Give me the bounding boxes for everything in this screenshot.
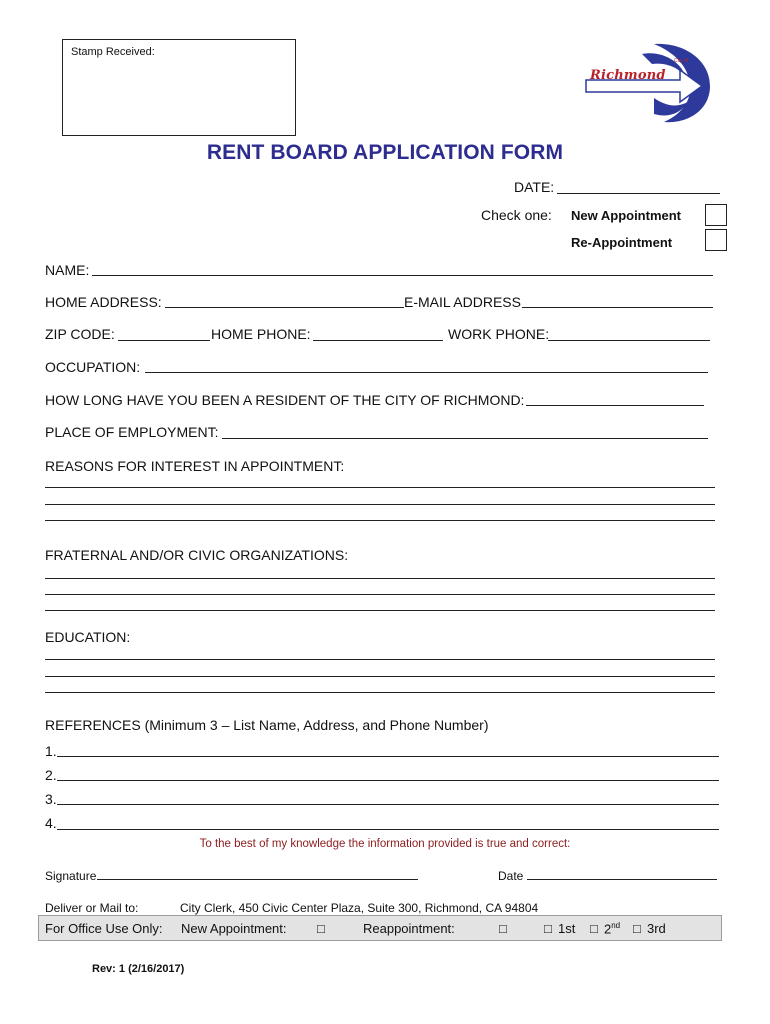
occupation-field[interactable] [145, 372, 708, 373]
employment-label: PLACE OF EMPLOYMENT: [45, 424, 219, 440]
office-use-label: For Office Use Only: [45, 921, 163, 936]
logo-small-text: City of [674, 58, 689, 64]
home-address-field[interactable] [165, 307, 404, 308]
organizations-line[interactable] [45, 610, 715, 611]
office-third-label: 3rd [647, 921, 666, 936]
office-reappointment-checkbox[interactable]: □ [499, 921, 507, 936]
check-one-label: Check one: [481, 207, 552, 223]
reasons-line[interactable] [45, 504, 715, 505]
office-new-appointment-checkbox[interactable]: □ [317, 921, 325, 936]
zip-code-field[interactable] [118, 340, 210, 341]
education-heading: EDUCATION: [45, 629, 131, 645]
stamp-received-box [62, 39, 296, 136]
reference-number: 4. [45, 815, 57, 831]
home-address-label: HOME ADDRESS: [45, 294, 162, 310]
new-appointment-checkbox[interactable] [705, 204, 727, 226]
office-third-checkbox[interactable]: □ [633, 921, 641, 936]
logo-text: Richmond [590, 68, 666, 83]
reference-line-3[interactable] [57, 804, 719, 805]
work-phone-label: WORK PHONE: [448, 326, 550, 342]
references-heading: REFERENCES (Minimum 3 – List Name, Address, and Phone Number) [45, 717, 489, 733]
reasons-line[interactable] [45, 520, 715, 521]
signature-date-field[interactable] [527, 879, 717, 880]
reference-line-2[interactable] [57, 780, 719, 781]
form-title: RENT BOARD APPLICATION FORM [206, 141, 564, 164]
reference-line-1[interactable] [57, 756, 719, 757]
organizations-heading: FRATERNAL AND/OR CIVIC ORGANIZATIONS: [45, 547, 349, 563]
home-phone-label: HOME PHONE: [211, 326, 311, 342]
residency-field[interactable] [526, 405, 704, 406]
signature-label: Signature [45, 869, 97, 883]
education-line[interactable] [45, 692, 715, 693]
education-line[interactable] [45, 659, 715, 660]
signature-date-label: Date [498, 869, 524, 883]
reasons-heading: REASONS FOR INTEREST IN APPOINTMENT: [45, 458, 345, 474]
re-appointment-label: Re-Appointment [571, 235, 673, 250]
office-second-number: 2 [604, 921, 612, 937]
office-second-label [604, 921, 620, 936]
reference-number: 1. [45, 743, 57, 759]
office-reappointment-label: Reappointment: [363, 921, 455, 936]
reference-number: 3. [45, 791, 57, 807]
date-label: DATE: [514, 179, 555, 195]
new-appointment-label: New Appointment [571, 208, 682, 223]
employment-field[interactable] [222, 438, 708, 439]
deliver-address: City Clerk, 450 Civic Center Plaza, Suite 300, Richmond, CA 94804 [180, 901, 539, 915]
residency-label: HOW LONG HAVE YOU BEEN A RESIDENT OF THE CITY OF RICHMOND: [45, 392, 525, 408]
office-second-suffix: nd [611, 921, 621, 930]
zip-code-label: ZIP CODE: [45, 326, 115, 342]
email-field[interactable] [522, 307, 713, 308]
occupation-label: OCCUPATION: [45, 359, 141, 375]
re-appointment-checkbox[interactable] [705, 229, 727, 251]
organizations-line[interactable] [45, 594, 715, 595]
certification-statement: To the best of my knowledge the information provided is true and correct: [199, 838, 571, 850]
reference-line-4[interactable] [57, 829, 719, 830]
home-phone-field[interactable] [313, 340, 443, 341]
date-field[interactable] [557, 193, 720, 194]
work-phone-field[interactable] [548, 340, 710, 341]
reasons-line[interactable] [45, 487, 715, 488]
deliver-label: Deliver or Mail to: [45, 901, 139, 915]
name-label: NAME: [45, 262, 90, 278]
office-second-checkbox[interactable]: □ [590, 921, 598, 936]
name-field[interactable] [92, 275, 713, 276]
office-new-appointment-label: New Appointment: [181, 921, 287, 936]
signature-field[interactable] [97, 879, 418, 880]
reference-number: 2. [45, 767, 57, 783]
stamp-received-label: Stamp Received: [71, 46, 155, 58]
revision-label: Rev: 1 (2/16/2017) [92, 963, 185, 975]
education-line[interactable] [45, 676, 715, 677]
office-first-label: 1st [558, 921, 576, 936]
office-first-checkbox[interactable]: □ [544, 921, 552, 936]
organizations-line[interactable] [45, 578, 715, 579]
city-logo [584, 40, 714, 124]
email-label: E-MAIL ADDRESS [404, 294, 521, 310]
office-use-bar [38, 915, 722, 941]
